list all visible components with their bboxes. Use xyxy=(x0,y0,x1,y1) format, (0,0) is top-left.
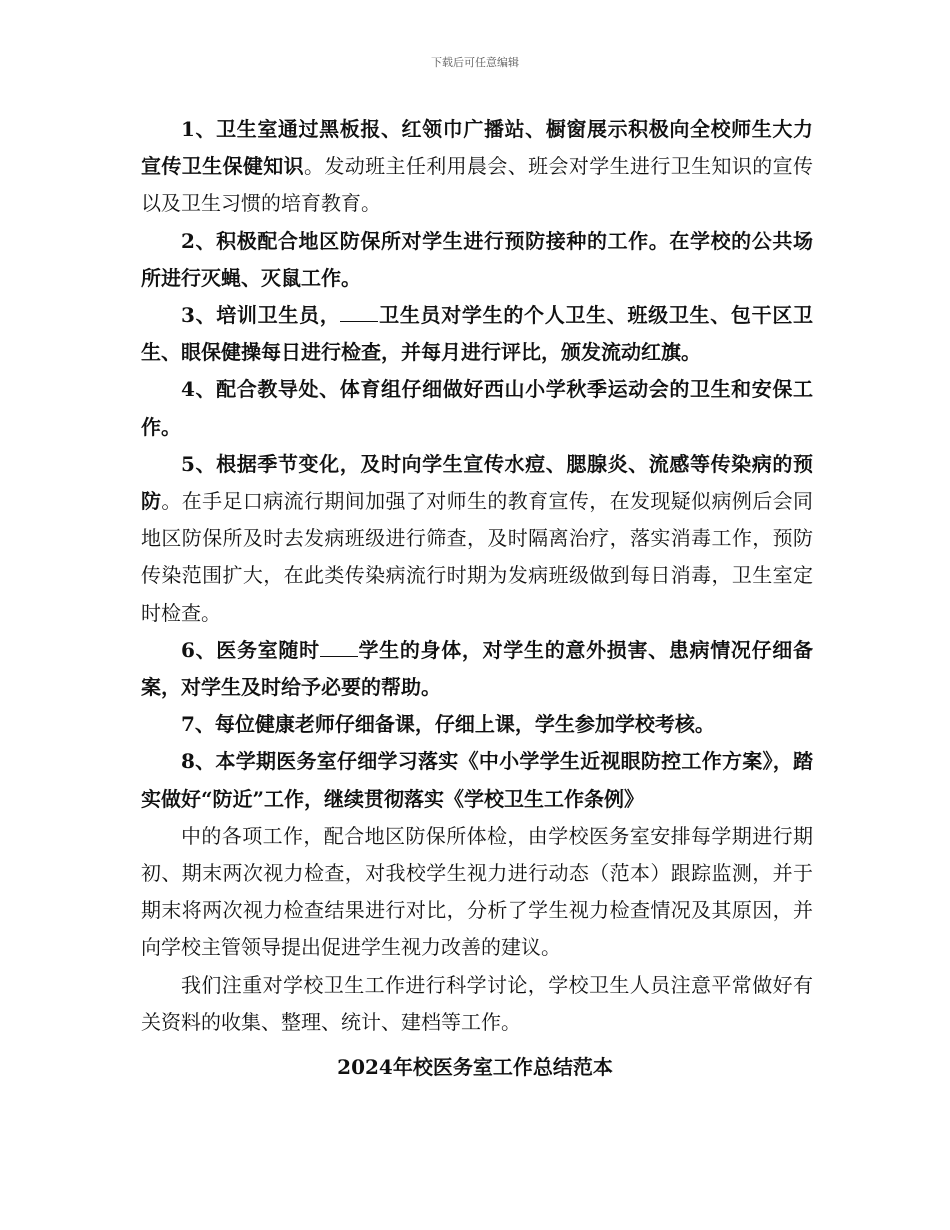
paragraph-6-lead: 6、医务室随时 xyxy=(181,637,320,662)
paragraph-5-bold: 5、根据季节变化，及时向学生宣传水痘、腮腺炎、流感等传染病的预防 xyxy=(141,451,813,514)
paragraph-4: 4、配合教导处、体育组仔细做好西山小学秋季运动会的卫生和安保工作。 xyxy=(141,377,813,439)
paragraph-5 xyxy=(141,446,813,632)
document-body xyxy=(141,111,813,1041)
paragraph-6-text: 学生的身体，对学生的意外损害、患病情况仔细备案，对学生及时给予必要的帮助。 xyxy=(141,637,813,700)
document-title: 2024年校医务室工作总结范本 xyxy=(337,1055,613,1079)
paragraph-8: 8、本学期医务室仔细学习落实《中小学学生近视眼防控工作方案》，踏实做好“防近”工作，继续贯彻落实《学校卫生工作条例》 xyxy=(141,749,813,811)
paragraph-3-text: 卫生员对学生的个人卫生、班级卫生、包干区卫生、眼保健操每日进行检查，并每月进行评比，颁发流动红旗。 xyxy=(141,303,814,365)
paragraph-3-lead: 3、培训卫生员， xyxy=(181,303,341,328)
paragraph-2: 2、积极配合地区防保所对学生进行预防接种的工作。在学校的公共场所进行灭蝇、灭鼠工作。 xyxy=(141,228,813,290)
paragraph-3 xyxy=(141,297,813,371)
paragraph-7: 7、每位健康老师仔细备课，仔细上课，学生参加学校考核。 xyxy=(181,712,715,737)
paragraph-1-text: 。发动班主任利用晨会、班会对学生进行卫生知识的宣传以及卫生习惯的培育教育。 xyxy=(141,154,813,216)
paragraph-5-text: 。在手足口病流行期间加强了对师生的教育宣传，在发现疑似病例后会同地区防保所及时去发病班级进行筛查，及时隔离治疗，落实消毒工作，预防传染范围扩大，在此类传染病流行时期为发病班级做到每日消毒，卫生室定时检查。 xyxy=(141,489,813,625)
fill-in-blank xyxy=(320,638,358,657)
paragraph-1 xyxy=(141,111,813,223)
fill-in-blank xyxy=(340,303,378,322)
paragraph-9: 中的各项工作，配合地区防保所体检，由学校医务室安排每学期进行期初、期末两次视力检查，对我校学生视力进行动态（范本）跟踪监测，并于期末将两次视力检查结果进行对比，分析了学生视力检查情况及其原因，并向学校主管领导提出促进学生视力改善的建议。 xyxy=(141,823,813,960)
page-header-note: 下载后可任意编辑 xyxy=(431,56,519,69)
paragraph-10: 我们注重对学校卫生工作进行科学讨论，学校卫生人员注意平常做好有关资料的收集、整理、统计、建档等工作。 xyxy=(141,972,813,1034)
paragraph-6 xyxy=(141,632,813,706)
paragraph-1-bold: 1、卫生室通过黑板报、红领巾广播站、橱窗展示积极向全校师生大力宣传卫生保健知识 xyxy=(141,117,813,179)
